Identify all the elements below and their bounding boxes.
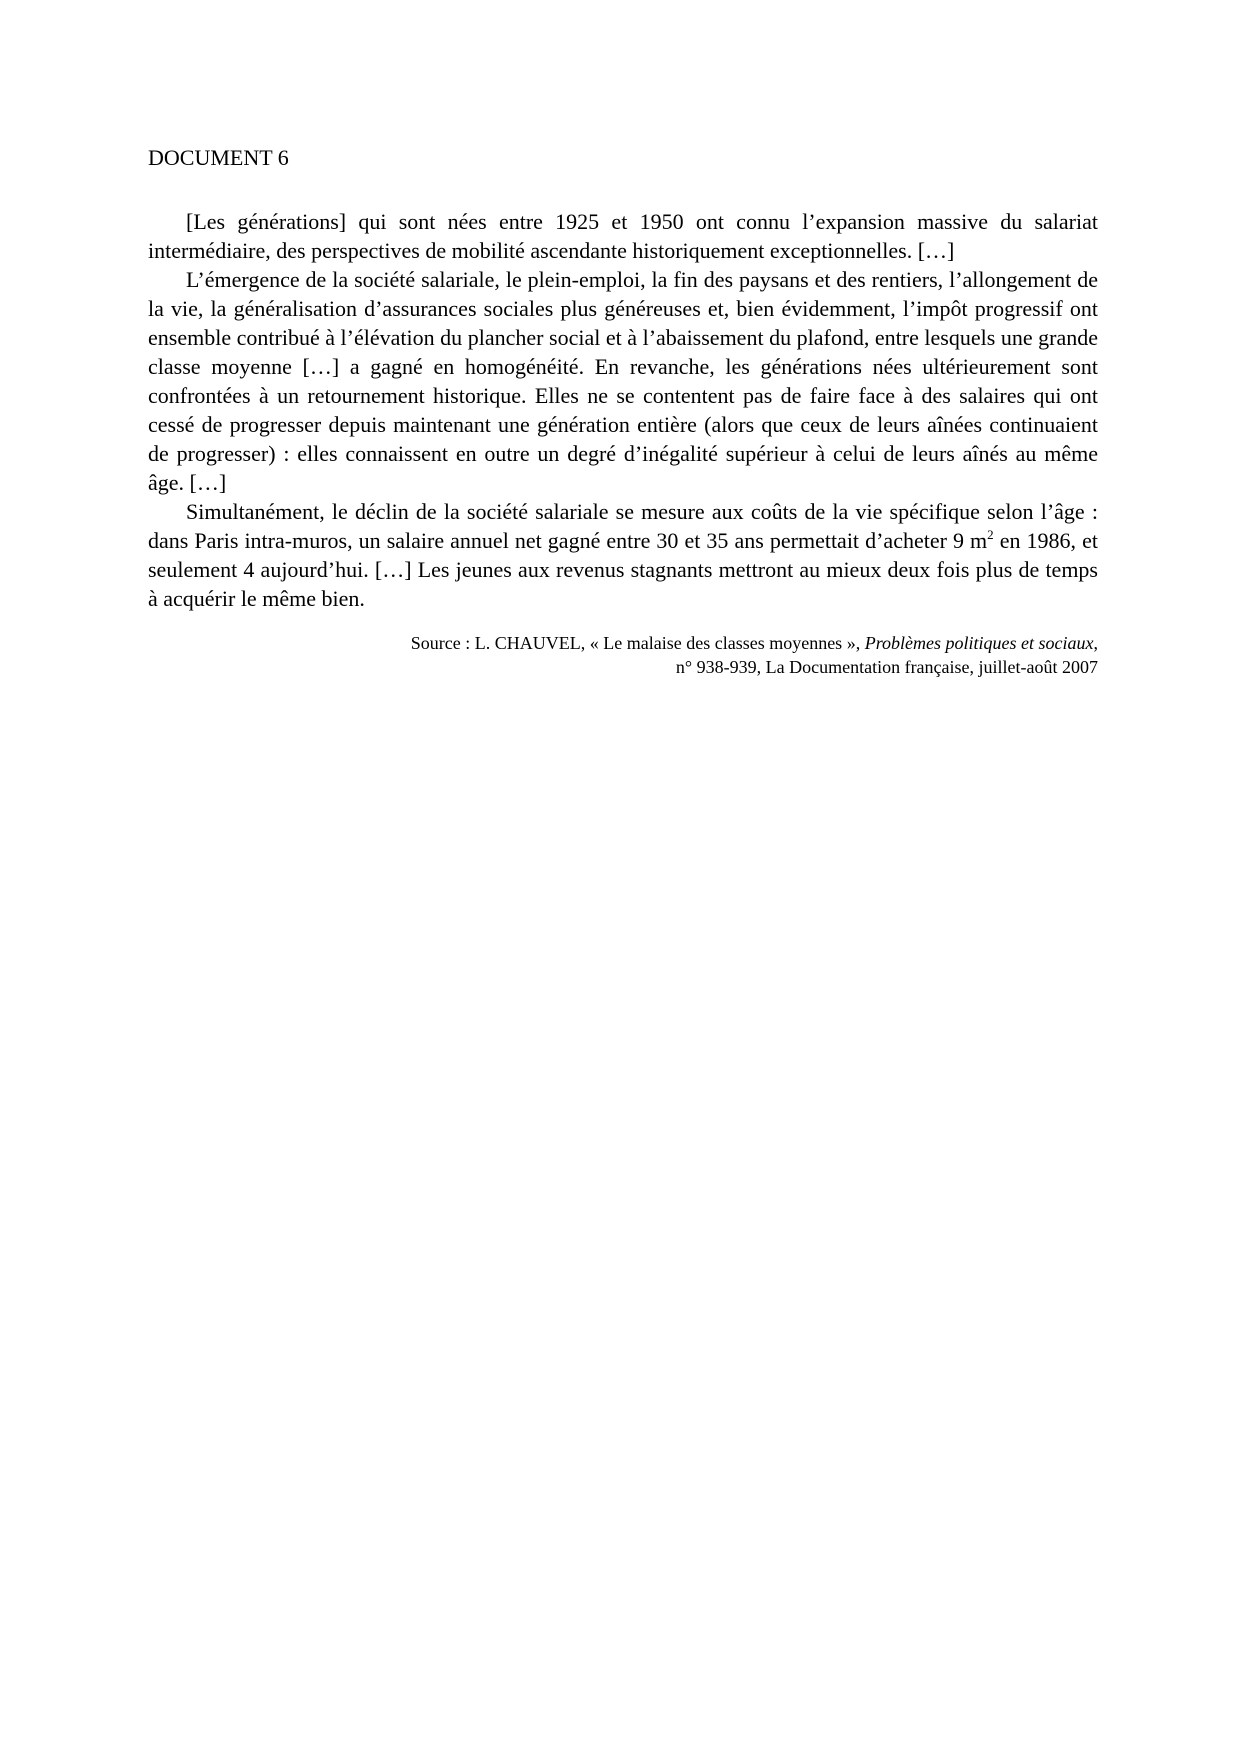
paragraph-3-part-2: en 1986, et seulement 4 aujourd’hui. […] Les jeunes aux revenus stagnants mettront au mieux deux fois plus de temps à acquérir le même bien.: [148, 528, 1098, 611]
paragraph-3-part-1: Simultanément, le déclin de la société salariale se mesure aux coûts de la vie spécifique selon l’âge : dans Paris intra-muros, un salaire annuel net gagné entre 30 et 35 ans permettait d’acheter 9 m: [148, 499, 1098, 553]
paragraph-1: [Les générations] qui sont nées entre 1925 et 1950 ont connu l’expansion massive du salariat intermédiaire, des perspectives de mobilité ascendante historiquement exceptionnelles. […]: [148, 209, 1098, 263]
document-title: DOCUMENT 6: [148, 145, 289, 170]
source-prefix: Source : L. CHAUVEL, « Le malaise des classes moyennes »,: [410, 633, 865, 653]
source-line-2: n° 938-939, La Documentation française, juillet-août 2007: [675, 657, 1098, 677]
square-meter-exponent: 2: [987, 527, 994, 542]
source-publication: Problèmes politiques et sociaux: [864, 633, 1094, 653]
paragraph-3: [148, 497, 1098, 613]
source-line-1: [148, 631, 1098, 655]
document-page: [148, 143, 1098, 679]
source-citation: [148, 631, 1098, 679]
paragraph-2: L’émergence de la société salariale, le plein-emploi, la fin des paysans et des rentiers, l’allongement de la vie, la généralisation d’assurances sociales plus généreuses et, bien évidemment, l’impôt progressif ont ensemble contribué à l’élévation du plancher social et à l’abaissement du plafond, entre lesquels une grande classe moyenne […] a gagné en homogénéité. En revanche, les générations nées ultérieurement sont confrontées à un retournement historique. Elles ne se contentent pas de faire face à des salaires qui ont cessé de progresser depuis maintenant une génération entière (alors que ceux de leurs aînées continuaient de progresser) : elles connaissent en outre un degré d’inégalité supérieur à celui de leurs aînés au même âge. […]: [148, 267, 1098, 495]
source-suffix: ,: [1093, 633, 1098, 653]
